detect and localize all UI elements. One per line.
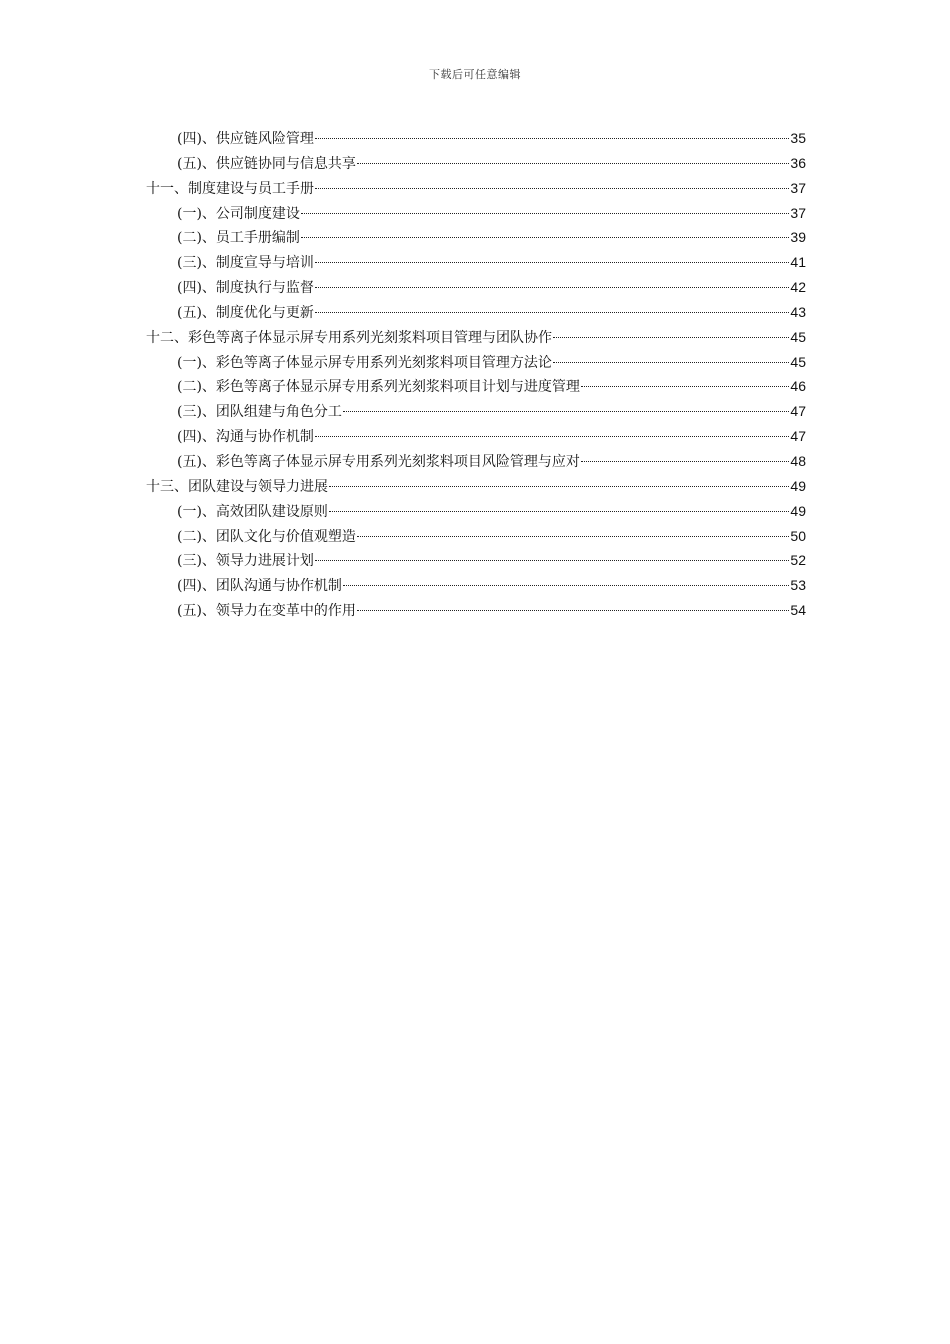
toc-section-entry[interactable] (146, 374, 806, 399)
toc-page-number: 39 (790, 229, 806, 246)
toc-section-entry[interactable] (146, 225, 806, 250)
toc-page-number: 36 (790, 154, 806, 171)
toc-section-entry[interactable] (146, 548, 806, 573)
toc-entry-title: (二)、彩色等离子体显示屏专用系列光刻浆料项目计划与进度管理 (177, 379, 580, 396)
toc-dot-leader (315, 138, 789, 139)
toc-dot-leader (581, 386, 789, 387)
toc-section-entry[interactable] (146, 499, 806, 524)
toc-section-entry[interactable] (146, 126, 806, 151)
toc-dot-leader (329, 486, 789, 487)
toc-section-entry[interactable] (146, 524, 806, 549)
toc-entry-title: 十一、制度建设与员工手册 (146, 180, 314, 197)
toc-page-number: 42 (790, 279, 806, 296)
toc-dot-leader (329, 511, 789, 512)
toc-section-entry[interactable] (146, 250, 806, 275)
toc-page-number: 49 (790, 477, 806, 494)
toc-page-number: 49 (790, 502, 806, 519)
toc-dot-leader (315, 436, 789, 437)
toc-dot-leader (343, 585, 789, 586)
toc-dot-leader (357, 536, 789, 537)
toc-entry-title: (三)、领导力进展计划 (177, 553, 314, 570)
toc-entry-title: (五)、制度优化与更新 (177, 304, 314, 321)
toc-entry-title: (四)、供应链风险管理 (177, 131, 314, 147)
toc-entry-title: (一)、公司制度建设 (177, 205, 300, 222)
toc-entry-title: (二)、员工手册编制 (177, 230, 300, 247)
toc-page-number: 52 (790, 552, 806, 569)
toc-section-entry[interactable] (146, 350, 806, 375)
toc-section-entry[interactable] (146, 598, 806, 623)
toc-entry-title: (五)、供应链协同与信息共享 (177, 155, 356, 172)
toc-entry-title: (四)、团队沟通与协作机制 (177, 578, 342, 595)
toc-page-number: 46 (790, 378, 806, 395)
toc-dot-leader (357, 163, 789, 164)
toc-chapter-entry[interactable] (146, 474, 806, 499)
toc-section-entry[interactable] (146, 275, 806, 300)
toc-section-entry[interactable] (146, 201, 806, 226)
toc-dot-leader (357, 610, 789, 611)
toc-page-number: 37 (790, 179, 806, 196)
toc-page-number: 41 (790, 254, 806, 271)
toc-section-entry[interactable] (146, 300, 806, 325)
toc-dot-leader (581, 461, 789, 462)
toc-entry-title: (五)、领导力在变革中的作用 (177, 603, 356, 620)
toc-page-number: 43 (790, 303, 806, 320)
toc-page-number: 47 (790, 428, 806, 445)
toc-entry-title: (五)、彩色等离子体显示屏专用系列光刻浆料项目风险管理与应对 (177, 453, 580, 470)
toc-dot-leader (315, 560, 789, 561)
toc-entry-title: (三)、制度宣导与培训 (177, 255, 314, 272)
toc-section-entry[interactable] (146, 399, 806, 424)
toc-dot-leader (301, 213, 789, 214)
toc-dot-leader (343, 411, 789, 412)
toc-entry-title: (二)、团队文化与价值观塑造 (177, 528, 356, 545)
toc-entry-title: (一)、彩色等离子体显示屏专用系列光刻浆料项目管理方法论 (177, 354, 552, 371)
toc-page-number: 47 (790, 403, 806, 420)
toc-page-number: 50 (790, 527, 806, 544)
toc-section-entry[interactable] (146, 151, 806, 176)
toc-section-entry[interactable] (146, 424, 806, 449)
toc-dot-leader (553, 337, 789, 338)
toc-page-number: 37 (790, 204, 806, 221)
toc-page-number: 45 (790, 353, 806, 370)
toc-dot-leader (301, 237, 789, 238)
toc-section-entry[interactable] (146, 449, 806, 474)
page-header: 下载后可任意编辑 (429, 68, 521, 81)
toc-dot-leader (315, 188, 789, 189)
toc-entry-title: (四)、制度执行与监督 (177, 280, 314, 297)
toc-dot-leader (315, 287, 789, 288)
toc-page-number: 45 (790, 328, 806, 345)
toc-entry-title: (三)、团队组建与角色分工 (177, 404, 342, 421)
toc-entry-title: 十二、彩色等离子体显示屏专用系列光刻浆料项目管理与团队协作 (146, 329, 552, 346)
toc-entry-title: 十三、团队建设与领导力进展 (146, 478, 328, 495)
toc-entry-title: (一)、高效团队建设原则 (177, 503, 328, 520)
toc-entry-title: (四)、沟通与协作机制 (177, 429, 314, 446)
toc-section-entry[interactable] (146, 573, 806, 598)
toc-dot-leader (553, 362, 789, 363)
toc-page-number: 54 (790, 602, 806, 619)
table-of-contents (146, 126, 806, 623)
toc-dot-leader (315, 312, 789, 313)
toc-page-number: 48 (790, 452, 806, 469)
toc-chapter-entry[interactable] (146, 325, 806, 350)
toc-chapter-entry[interactable] (146, 176, 806, 201)
toc-page-number: 35 (790, 130, 806, 146)
toc-page-number: 53 (790, 577, 806, 594)
toc-dot-leader (315, 262, 789, 263)
